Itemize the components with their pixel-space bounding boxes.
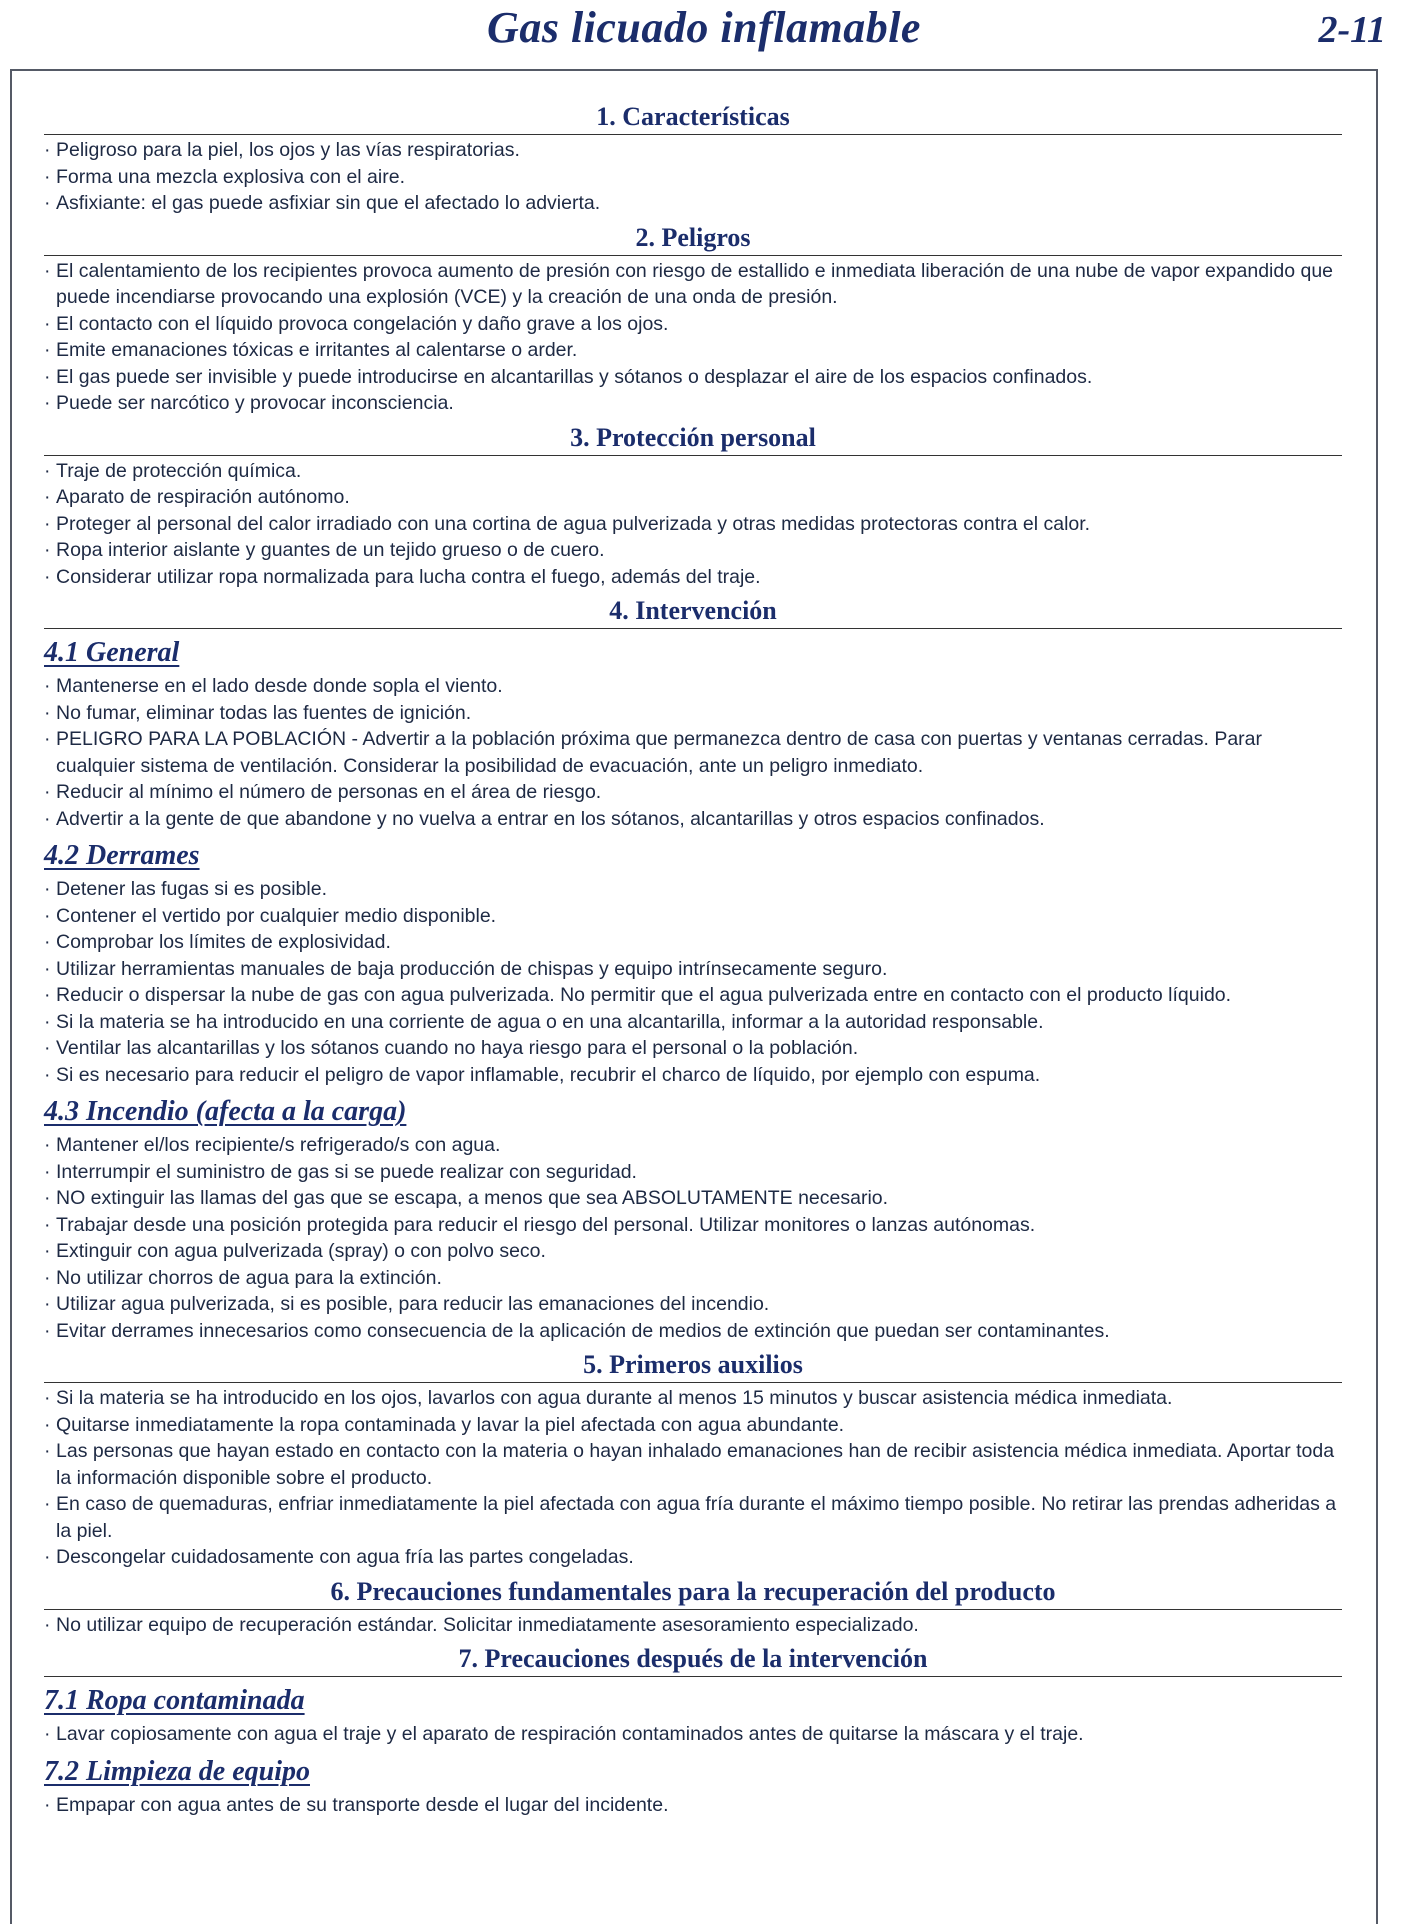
section-6 — [44, 1575, 1342, 1639]
list-item: · El gas puede ser invisible y puede introducirse en alcantarillas y sótanos o desplazar el aire de los espacios confinados. — [44, 364, 1342, 391]
list-item: · Forma una mezcla explosiva con el aire. — [44, 164, 1342, 191]
list-item: · No utilizar chorros de agua para la extinción. — [44, 1265, 1342, 1292]
section-4 — [44, 594, 1342, 1344]
bullet-list — [44, 1612, 1342, 1639]
list-item: · Asfixiante: el gas puede asfixiar sin que el afectado lo advierta. — [44, 190, 1342, 217]
list-item: · Contener el vertido por cualquier medio disponible. — [44, 903, 1342, 930]
list-item: · Extinguir con agua pulverizada (spray) o con polvo seco. — [44, 1238, 1342, 1265]
section-1 — [44, 100, 1342, 217]
bullet-list — [44, 458, 1342, 591]
section-title: 5. Primeros auxilios — [583, 1350, 803, 1379]
bullet-list — [44, 137, 1342, 217]
section-divider — [44, 1676, 1342, 1677]
list-item: · El calentamiento de los recipientes provoca aumento de presión con riesgo de estallido e inmediata liberación de una nube de vapor expandido que puede incendiarse provocando una explosión (VCE) y la creación de una onda de presión. — [44, 258, 1342, 311]
list-item: · Empapar con agua antes de su transporte desde el lugar del incidente. — [44, 1792, 1342, 1819]
document-title: Gas licuado inflamable — [487, 3, 921, 52]
list-item: · Trabajar desde una posición protegida para reducir el riesgo del personal. Utilizar monitores o lanzas autónomas. — [44, 1212, 1342, 1239]
list-item: · Emite emanaciones tóxicas e irritantes al calentarse o arder. — [44, 337, 1342, 364]
list-item: · Descongelar cuidadosamente con agua fría las partes congeladas. — [44, 1544, 1342, 1571]
list-item: · Detener las fugas si es posible. — [44, 876, 1342, 903]
list-item: · Si la materia se ha introducido en una corriente de agua o en una alcantarilla, informar a la autoridad responsable. — [44, 1009, 1342, 1036]
list-item: · Si la materia se ha introducido en los ojos, lavarlos con agua durante al menos 15 minutos y buscar asistencia médica inmediata. — [44, 1385, 1342, 1412]
list-item: · Ventilar las alcantarillas y los sótanos cuando no haya riesgo para el personal o la población. — [44, 1035, 1342, 1062]
bullet-list — [44, 673, 1342, 832]
section-3 — [44, 421, 1342, 591]
list-item: · Las personas que hayan estado en contacto con la materia o hayan inhalado emanaciones han de recibir asistencia médica inmediata. Aportar toda la información disponible sobre el producto. — [44, 1438, 1342, 1491]
section-title: 7. Precauciones después de la intervención — [458, 1644, 928, 1673]
list-item: · Comprobar los límites de explosividad. — [44, 929, 1342, 956]
list-item: · Advertir a la gente de que abandone y no vuelva a entrar en los sótanos, alcantarillas y otros espacios confinados. — [44, 806, 1342, 833]
section-divider — [44, 255, 1342, 256]
list-item: · No utilizar equipo de recuperación estándar. Solicitar inmediatamente asesoramiento especializado. — [44, 1612, 1342, 1639]
list-item: · Reducir o dispersar la nube de gas con agua pulverizada. No permitir que el agua pulverizada entre en contacto con el producto líquido. — [44, 982, 1342, 1009]
page-number: 2-11 — [1318, 9, 1386, 51]
bullet-list — [44, 1721, 1342, 1748]
list-item: · Aparato de respiración autónomo. — [44, 484, 1342, 511]
list-item: · Mantener el/los recipiente/s refrigerado/s con agua. — [44, 1132, 1342, 1159]
list-item: · Si es necesario para reducir el peligro de vapor inflamable, recubrir el charco de líquido, por ejemplo con espuma. — [44, 1062, 1342, 1089]
section-divider — [44, 1382, 1342, 1383]
subsection-title: 7.2 Limpieza de equipo — [44, 1755, 310, 1787]
list-item: · Utilizar agua pulverizada, si es posible, para reducir las emanaciones del incendio. — [44, 1291, 1342, 1318]
section-2 — [44, 221, 1342, 417]
section-title: 6. Precauciones fundamentales para la recuperación del producto — [330, 1576, 1056, 1606]
bullet-list — [44, 1385, 1342, 1571]
list-item: · PELIGRO PARA LA POBLACIÓN - Advertir a la población próxima que permanezca dentro de casa con puertas y ventanas cerradas. Parar cualquier sistema de ventilación. Considerar la posibilidad de evacuación, ante un peligro inmediato. — [44, 726, 1342, 779]
list-item: · Considerar utilizar ropa normalizada para lucha contra el fuego, además del traje. — [44, 564, 1342, 591]
list-item: · Mantenerse en el lado desde donde sopla el viento. — [44, 673, 1342, 700]
section-divider — [44, 1609, 1342, 1610]
section-divider — [44, 628, 1342, 629]
list-item: · Lavar copiosamente con agua el traje y el aparato de respiración contaminados antes de quitarse la máscara y el traje. — [44, 1721, 1342, 1748]
bullet-list — [44, 1792, 1342, 1819]
subsection-title: 4.1 General — [44, 637, 180, 668]
list-item: · Traje de protección química. — [44, 458, 1342, 485]
subsection-title: 4.2 Derrames — [44, 840, 200, 871]
subsection-title: 4.3 Incendio (afecta a la carga) — [44, 1096, 407, 1127]
bullet-list — [44, 876, 1342, 1088]
list-item: · En caso de quemaduras, enfriar inmediatamente la piel afectada con agua fría durante el máximo tiempo posible. No retirar las prendas adheridas a la piel. — [44, 1491, 1342, 1544]
list-item: · Evitar derrames innecesarios como consecuencia de la aplicación de medios de extinción que puedan ser contaminantes. — [44, 1318, 1342, 1345]
page-header — [0, 0, 1408, 60]
section-divider — [44, 455, 1342, 456]
list-item: · NO extinguir las llamas del gas que se escapa, a menos que sea ABSOLUTAMENTE necesario. — [44, 1185, 1342, 1212]
section-title: 1. Características — [596, 102, 790, 131]
bullet-list — [44, 1132, 1342, 1344]
list-item: · Peligroso para la piel, los ojos y las vías respiratorias. — [44, 137, 1342, 164]
list-item: · Reducir al mínimo el número de personas en el área de riesgo. — [44, 779, 1342, 806]
list-item: · Proteger al personal del calor irradiado con una cortina de agua pulverizada y otras medidas protectoras contra el calor. — [44, 511, 1342, 538]
section-title: 2. Peligros — [635, 222, 751, 252]
section-title: 4. Intervención — [609, 596, 777, 625]
list-item: · El contacto con el líquido provoca congelación y daño grave a los ojos. — [44, 311, 1342, 338]
section-5 — [44, 1348, 1342, 1571]
list-item: · Interrumpir el suministro de gas si se puede realizar con seguridad. — [44, 1159, 1342, 1186]
list-item: · Ropa interior aislante y guantes de un tejido grueso o de cuero. — [44, 537, 1342, 564]
list-item: · Quitarse inmediatamente la ropa contaminada y lavar la piel afectada con agua abundante. — [44, 1412, 1342, 1439]
list-item: · Utilizar herramientas manuales de baja producción de chispas y equipo intrínsecamente seguro. — [44, 956, 1342, 983]
section-divider — [44, 134, 1342, 135]
subsection-title: 7.1 Ropa contaminada — [44, 1685, 305, 1716]
section-title: 3. Protección personal — [570, 422, 816, 452]
list-item: · Puede ser narcótico y provocar inconsciencia. — [44, 390, 1342, 417]
section-7 — [44, 1642, 1342, 1818]
list-item: · No fumar, eliminar todas las fuentes de ignición. — [44, 700, 1342, 727]
bullet-list — [44, 258, 1342, 417]
document-body — [44, 100, 1342, 1822]
